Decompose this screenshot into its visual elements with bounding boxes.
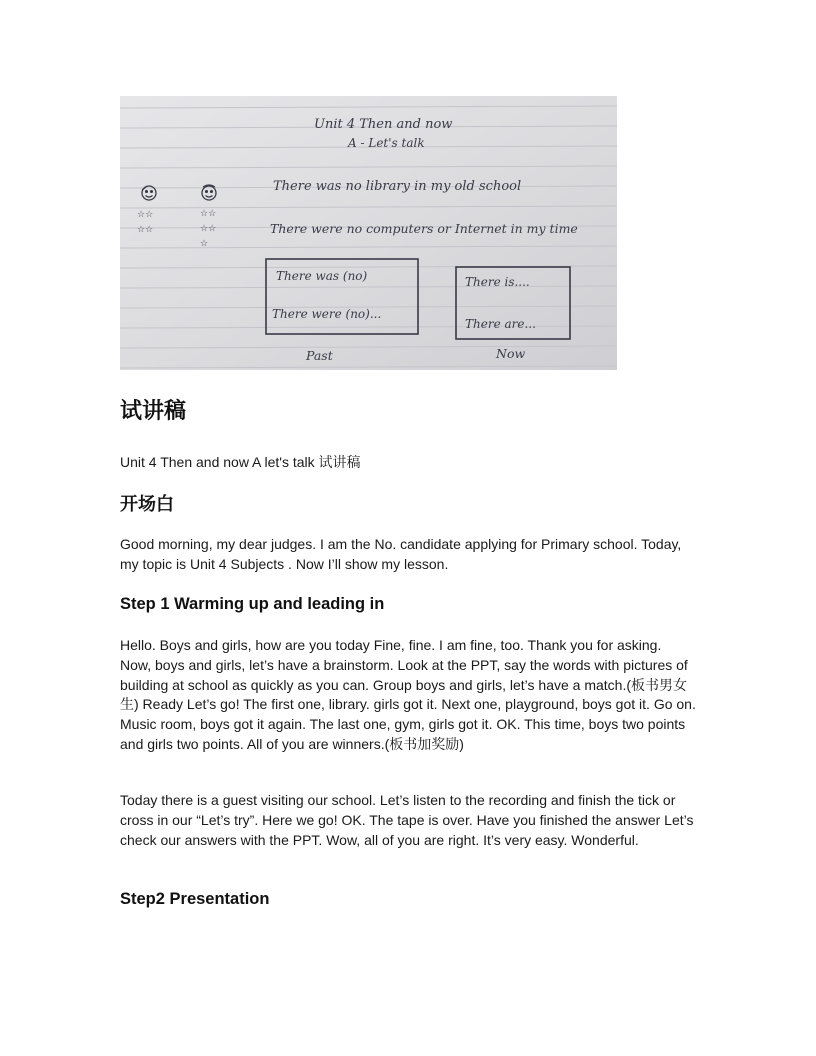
subtitle: Unit 4 Then and now A let's talk 试讲稿	[120, 454, 361, 470]
now-label: Now	[496, 346, 526, 361]
page-title: 试讲稿	[120, 399, 187, 424]
photo-sentence1: There was no library in my old school	[273, 179, 522, 194]
whiteboard-photo	[120, 96, 617, 370]
step1-heading: Step 1 Warming up and leading in	[120, 595, 385, 613]
now-line2: There are...	[465, 317, 536, 331]
step2-heading: Step2 Presentation	[120, 890, 270, 908]
svg-text:☆: ☆	[200, 239, 209, 249]
svg-text:☆☆: ☆☆	[200, 224, 217, 234]
past-line1: There was (no)	[276, 269, 368, 283]
photo-title-line2: A - Let's talk	[348, 136, 425, 150]
opening-paragraph: Good morning, my dear judges. I am the No. candidate applying for Primary school. Today, my topic is Unit 4 Subjects . Now I’ll show my lesson.	[120, 536, 682, 572]
step1-paragraph-2: Today there is a guest visiting our school. Let’s listen to the recording and finish the tick or cross in our “Let’s try”. Here we go! OK. The tape is over. Have you finished the answer Let’s check our answers with the PPT. Wow, all of you are right. It’s very easy. Wonderful.	[120, 792, 694, 848]
photo-title-line1: Unit 4 Then and now	[314, 117, 453, 132]
photo-sentence2: There were no computers or Internet in my time	[270, 221, 578, 236]
svg-text:☆☆: ☆☆	[200, 209, 217, 219]
svg-text:☆☆: ☆☆	[137, 210, 154, 220]
now-line1: There is....	[465, 275, 530, 289]
past-label: Past	[306, 348, 333, 363]
opening-heading: 开场白	[120, 494, 174, 515]
svg-text:☆☆: ☆☆	[137, 225, 154, 235]
past-line2: There were (no)...	[272, 307, 382, 321]
step1-paragraph-1: Hello. Boys and girls, how are you today Fine, fine. I am fine, too. Thank you for asking. Now, boys and girls, let’s have a brainstorm. Look at the PPT, say the words with pictures of building at school as quickly as you can. Group boys and girls, let’s have a match.(板书男女生) Ready Let’s go! The first one, library. girls got it. Next one, playground, boys got it. Go on. Music room, boys got it again. The last one, gym, girls got it. OK. This time, boys two points and girls two points. All of you are winners.(板书加奖励)	[120, 637, 696, 752]
